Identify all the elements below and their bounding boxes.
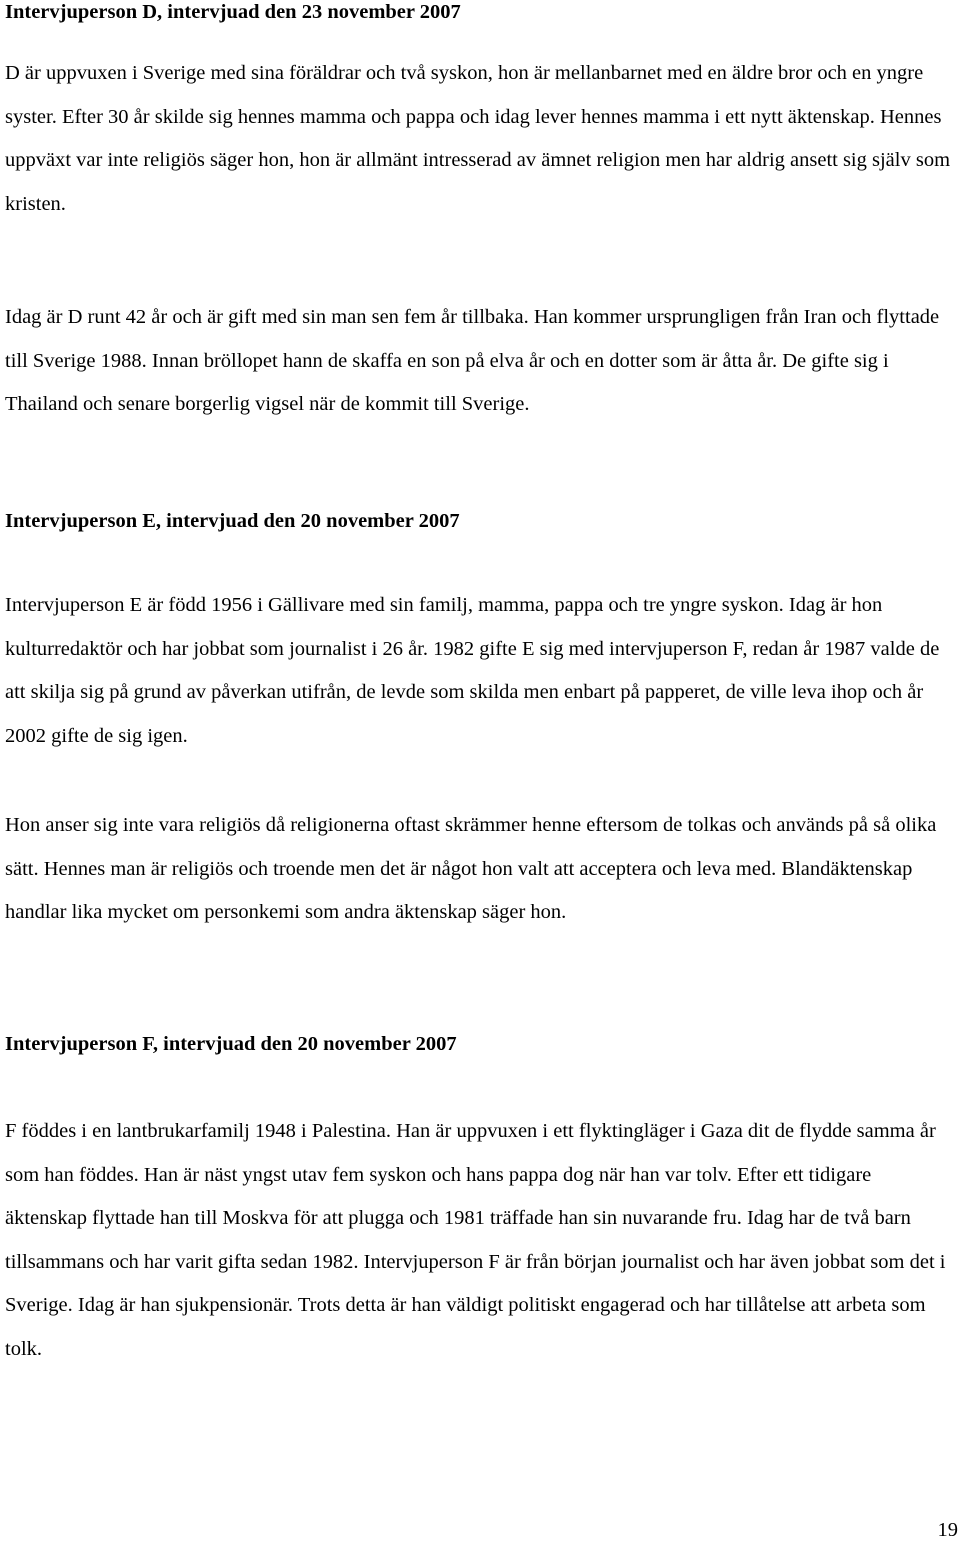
section-e-paragraph-2: Hon anser sig inte vara religiös då religionerna oftast skrämmer henne eftersom de tolkas och används på så olika sätt. Hennes man är religiös och troende men det är något hon valt att acceptera och leva med. Blandäktenskap handlar lika mycket om personkemi som andra äktenskap säger hon. bbox=[5, 814, 937, 923]
page-number: 19 bbox=[937, 1519, 958, 1541]
section-e-paragraph-1: Intervjuperson E är född 1956 i Gällivare med sin familj, mamma, pappa och tre yngre syskon. Idag är hon kulturredaktör och har jobbat som journalist i 26 år. 1982 gifte E sig med intervjuperson F, redan år 1987 valde de att skilja sig på grund av påverkan utifrån, de levde som skilda men enbart på papperet, de ville leva ihop och år 2002 gifte de sig igen. bbox=[5, 594, 940, 747]
section-heading-f: Intervjuperson F, intervjuad den 20 november 2007 bbox=[5, 1033, 457, 1055]
section-d-paragraph-1: D är uppvuxen i Sverige med sina föräldrar och två syskon, hon är mellanbarnet med en äldre bror och en yngre syster. Efter 30 år skilde sig hennes mamma och pappa och idag lever hennes mamma i ett nytt äktenskap. Hennes uppväxt var inte religiös säger hon, hon är allmänt intresserad av ämnet religion men har aldrig ansett sig själv som kristen. bbox=[5, 62, 951, 215]
section-heading-d: Intervjuperson D, intervjuad den 23 november 2007 bbox=[5, 1, 461, 23]
section-heading-e: Intervjuperson E, intervjuad den 20 november 2007 bbox=[5, 510, 460, 532]
section-f-paragraph-1: F föddes i en lantbrukarfamilj 1948 i Palestina. Han är uppvuxen i ett flyktingläger i Gaza dit de flydde samma år som han föddes. Han är näst yngst utav fem syskon och hans pappa dog när han var tolv. Efter ett tidigare äktenskap flyttade han till Moskva för att plugga och 1981 träffade han sin nuvarande fru. Idag har de två barn tillsammans och har varit gifta sedan 1982. Intervjuperson F är från början journalist och har även jobbat som det i Sverige. Idag är han sjukpensionär. Trots detta är han väldigt politiskt engagerad och har tillåtelse att arbeta som tolk. bbox=[5, 1120, 946, 1360]
section-d-paragraph-2: Idag är D runt 42 år och är gift med sin man sen fem år tillbaka. Han kommer ursprungligen från Iran och flyttade till Sverige 1988. Innan bröllopet hann de skaffa en son på elva år och en dotter som är åtta år. De gifte sig i Thailand och senare borgerlig vigsel när de kommit till Sverige. bbox=[5, 306, 940, 415]
